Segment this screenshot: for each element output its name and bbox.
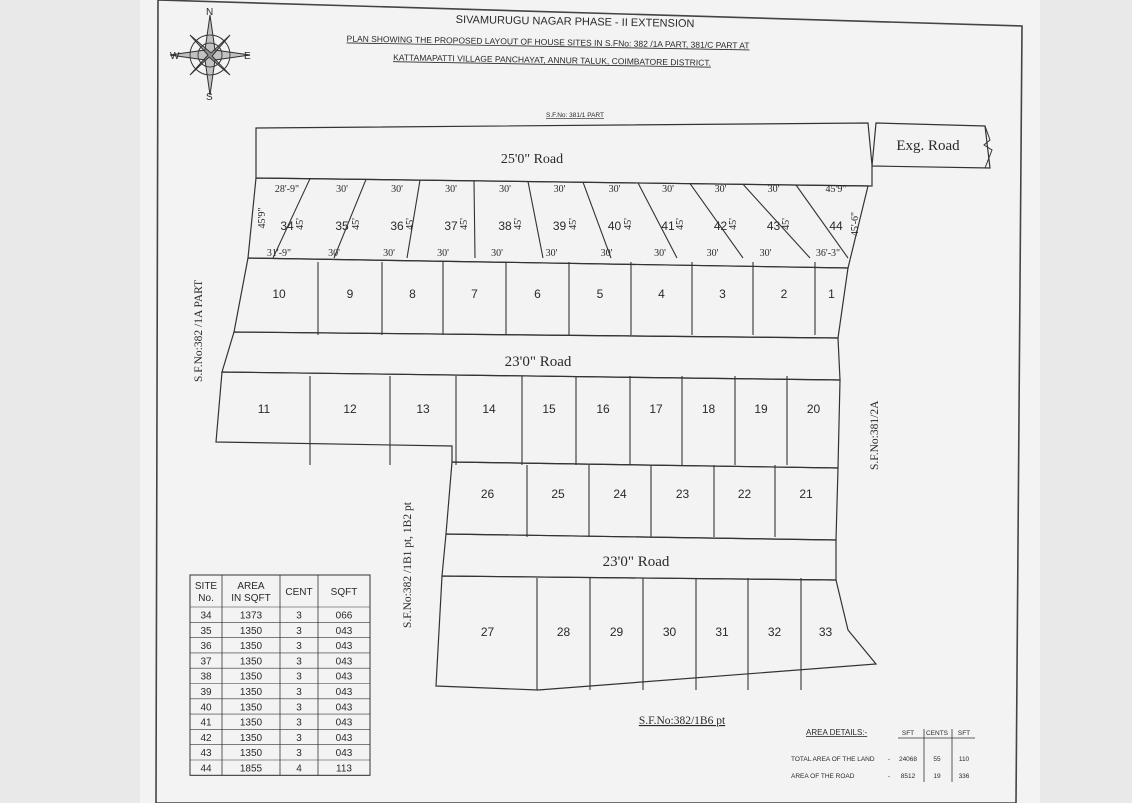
site-table-cell: 043 [335,732,353,744]
compass-e: E [244,51,251,62]
road-23ft-upper-label: 23'0" Road [504,354,572,370]
site-table-cell: 3 [296,717,302,729]
total-area-sft2: 110 [958,756,970,763]
road-23ft-lower-label: 23'0" Road [602,554,670,570]
bottom-survey-label: S.F.No:382/1B6 pt [638,715,726,727]
existing-road-label: Exg. Road [896,138,960,154]
total-area-cents: 55 [933,756,941,763]
site-table-cell: 42 [200,732,212,744]
plot-36-top-dim: 30' [391,184,403,195]
plot-6-number: 6 [534,287,541,301]
plot-44-top-dim: 45'9" [825,184,847,195]
site-table-cell: 4 [296,763,302,775]
plot-35-top-dim: 30' [336,184,348,195]
area-details-heading: AREA DETAILS:- [806,728,868,737]
plot-34-bottom-dim: 31'-9" [266,248,292,259]
road-area-sft: 8512 [900,773,916,780]
site-table-cell: 043 [335,625,353,637]
site-table-cell: 1350 [239,717,263,729]
plot-33-number: 33 [818,625,833,639]
plot-36-number: 36 [390,219,404,233]
site-table-cell: 34 [200,610,212,622]
plot-42-side-dim: 45' [728,218,739,230]
plot-16-number: 16 [596,402,610,416]
plot-34-number: 34 [280,219,294,233]
site-table-cell: 1373 [239,610,263,622]
plot-5-number: 5 [596,287,604,301]
plot-44-number: 44 [829,219,843,233]
site-table-cell: 38 [200,671,212,683]
plot-25-number: 25 [551,487,565,501]
plot-43-side-dim: 45' [781,218,792,230]
plot-40-bottom-dim: 30' [600,248,613,259]
plot-35-bottom-dim: 30' [328,248,340,259]
compass-n: N [206,7,214,18]
plan-title: SIVAMURUGU NAGAR PHASE - II EXTENSION [455,13,695,31]
right-survey-label: S.F.No:381/2A [869,400,881,470]
site-table-cell: 39 [200,687,212,698]
plot-42-bottom-dim: 30' [706,248,719,259]
plot-17-number: 17 [649,402,663,416]
site-table-cell: 44 [200,763,212,775]
plot-43-bottom-dim: 30' [759,248,772,259]
plot-39-top-dim: 30' [553,184,566,195]
plot-9-number: 9 [346,287,354,301]
site-table-cell: 43 [200,748,212,760]
top-survey-label: S.F.No: 381/1 PART [546,112,604,119]
plot-23-number: 23 [675,487,690,501]
plot-39-bottom-dim: 30' [545,248,558,259]
road-area-cents: 19 [933,773,941,780]
plot-14-number: 14 [482,402,496,416]
site-table-cell: 1350 [239,641,263,653]
site-table-cell: 3 [296,641,302,653]
plot-29-number: 29 [609,625,624,639]
plot-13-number: 13 [416,402,430,416]
plot-10-number: 10 [272,287,286,301]
site-table-cell: 3 [296,656,302,668]
compass-w: W [170,51,180,62]
plot-19-number: 19 [754,402,768,416]
site-table-cell: 1350 [239,748,263,760]
site-table-cell: 3 [296,610,302,622]
area-details-col-sft2: SFT [957,730,971,737]
site-table-cell: 043 [335,656,353,668]
plot-37-number: 37 [444,219,458,233]
plot-36-bottom-dim: 30' [383,248,395,259]
plot-39-side-dim: 45' [568,218,579,230]
plot-44-right-dim: 45'-6" [850,211,861,237]
plot-1-number: 1 [828,287,835,301]
plot-31-number: 31 [715,625,729,639]
site-table-cell: 043 [335,641,353,653]
site-table-header: CENT [285,587,313,598]
site-table-cell: 043 [335,671,353,683]
plot-41-top-dim: 30' [662,184,674,195]
plot-32-number: 32 [767,625,782,639]
plot-12-number: 12 [343,402,357,416]
plot-41-number: 41 [661,219,675,233]
site-table-header: SQFT [330,587,358,598]
site-table-cell: 3 [296,748,302,760]
plot-40-side-dim: 45' [623,218,634,230]
plot-11-number: 11 [257,402,271,416]
plot-38-top-dim: 30' [499,184,511,195]
site-table-cell: 043 [335,748,353,760]
plot-42-number: 42 [713,219,728,233]
plot-27-number: 27 [480,625,495,639]
site-table-cell: 1855 [239,763,263,775]
plot-7-number: 7 [471,287,478,301]
plot-35-side-dim: 45' [351,218,362,230]
site-table-cell: 37 [200,656,212,668]
site-table-cell: 3 [296,732,302,744]
compass-s: S [206,92,213,103]
site-table-cell: 40 [200,702,212,714]
area-details-col-cents: CENTS [925,730,949,737]
plot-42-top-dim: 30' [714,184,727,195]
road-area-sep: - [888,773,891,780]
plot-2-number: 2 [780,287,788,301]
plot-26-number: 26 [480,487,495,501]
plot-43-top-dim: 30' [767,184,780,195]
site-table-cell: 1350 [239,702,263,714]
plot-35-number: 35 [335,219,349,233]
plot-34-side-dim: 45' [295,218,306,230]
plot-3-number: 3 [719,287,726,301]
plot-30-number: 30 [662,625,677,639]
site-table-header: SITE No. [194,581,218,604]
site-table-cell: 3 [296,625,302,637]
plan-subtitle-2: KATTAMAPATTI VILLAGE PANCHAYAT, ANNUR TALUK, COIMBATORE DISTRICT. [393,52,712,68]
left-survey-label: S.F.No:382 /1A PART [193,279,205,382]
road-area-sft2: 336 [958,773,970,780]
site-table-cell: 3 [296,671,302,683]
site-table-header: AREA IN SQFT [231,581,271,604]
plot-15-number: 15 [542,402,556,416]
plot-20-number: 20 [806,402,821,416]
plan-subtitle-1: PLAN SHOWING THE PROPOSED LAYOUT OF HOUSE SITES IN S.FNo: 382 /1A PART, 381/C PART AT [346,33,750,51]
plot-37-bottom-dim: 30' [437,248,449,259]
site-table-cell: 043 [335,702,353,714]
site-table-cell: 1350 [239,625,263,637]
plot-38-side-dim: 45' [513,218,524,230]
site-table-cell: 1350 [239,687,263,698]
plot-36-side-dim: 45' [405,218,416,230]
plot-37-top-dim: 30' [445,184,457,195]
plot-43-number: 43 [766,219,781,233]
plot-34-left-dim: 45'9" [257,207,268,229]
site-table-cell: 3 [296,687,302,698]
plot-38-bottom-dim: 30' [491,248,503,259]
plot-21-number: 21 [799,487,813,501]
middle-survey-label: S.F.No:382 /1B1 pt, 1B2 pt [402,502,414,628]
plot-41-side-dim: 45' [675,218,686,230]
road-area-label: AREA OF THE ROAD [791,773,855,780]
total-area-label: TOTAL AREA OF THE LAND [791,756,875,763]
plot-34-top-dim: 28'-9" [274,184,300,195]
plot-4-number: 4 [658,287,665,301]
site-table-cell: 1350 [239,732,263,744]
plot-41-bottom-dim: 30' [654,248,666,259]
plot-40-number: 40 [607,219,622,233]
site-table-cell: 043 [335,687,353,698]
plot-22-number: 22 [737,487,752,501]
area-details-col-sft: SFT [901,730,915,737]
plot-8-number: 8 [409,287,416,301]
total-area-sft: 24068 [898,756,918,763]
plot-28-number: 28 [556,625,571,639]
plot-37-side-dim: 45' [459,218,470,230]
site-table-cell: 066 [335,610,353,622]
site-table-cell: 35 [200,625,212,637]
site-table-cell: 41 [200,717,212,729]
site-table-cell: 1350 [239,656,263,668]
plot-24-number: 24 [613,487,627,501]
site-table-cell: 113 [336,763,352,775]
total-area-sep: - [888,756,891,763]
plot-38-number: 38 [498,219,512,233]
site-table-cell: 36 [200,641,212,653]
site-table-cell: 1350 [239,671,263,683]
site-table-cell: 043 [335,717,353,729]
plot-39-number: 39 [552,219,567,233]
road-25ft-label: 25'0" Road [500,152,564,167]
plot-18-number: 18 [701,402,716,416]
site-table-cell: 3 [296,702,302,714]
plot-40-top-dim: 30' [608,184,621,195]
plot-44-bottom-dim: 36'-3" [815,248,841,259]
